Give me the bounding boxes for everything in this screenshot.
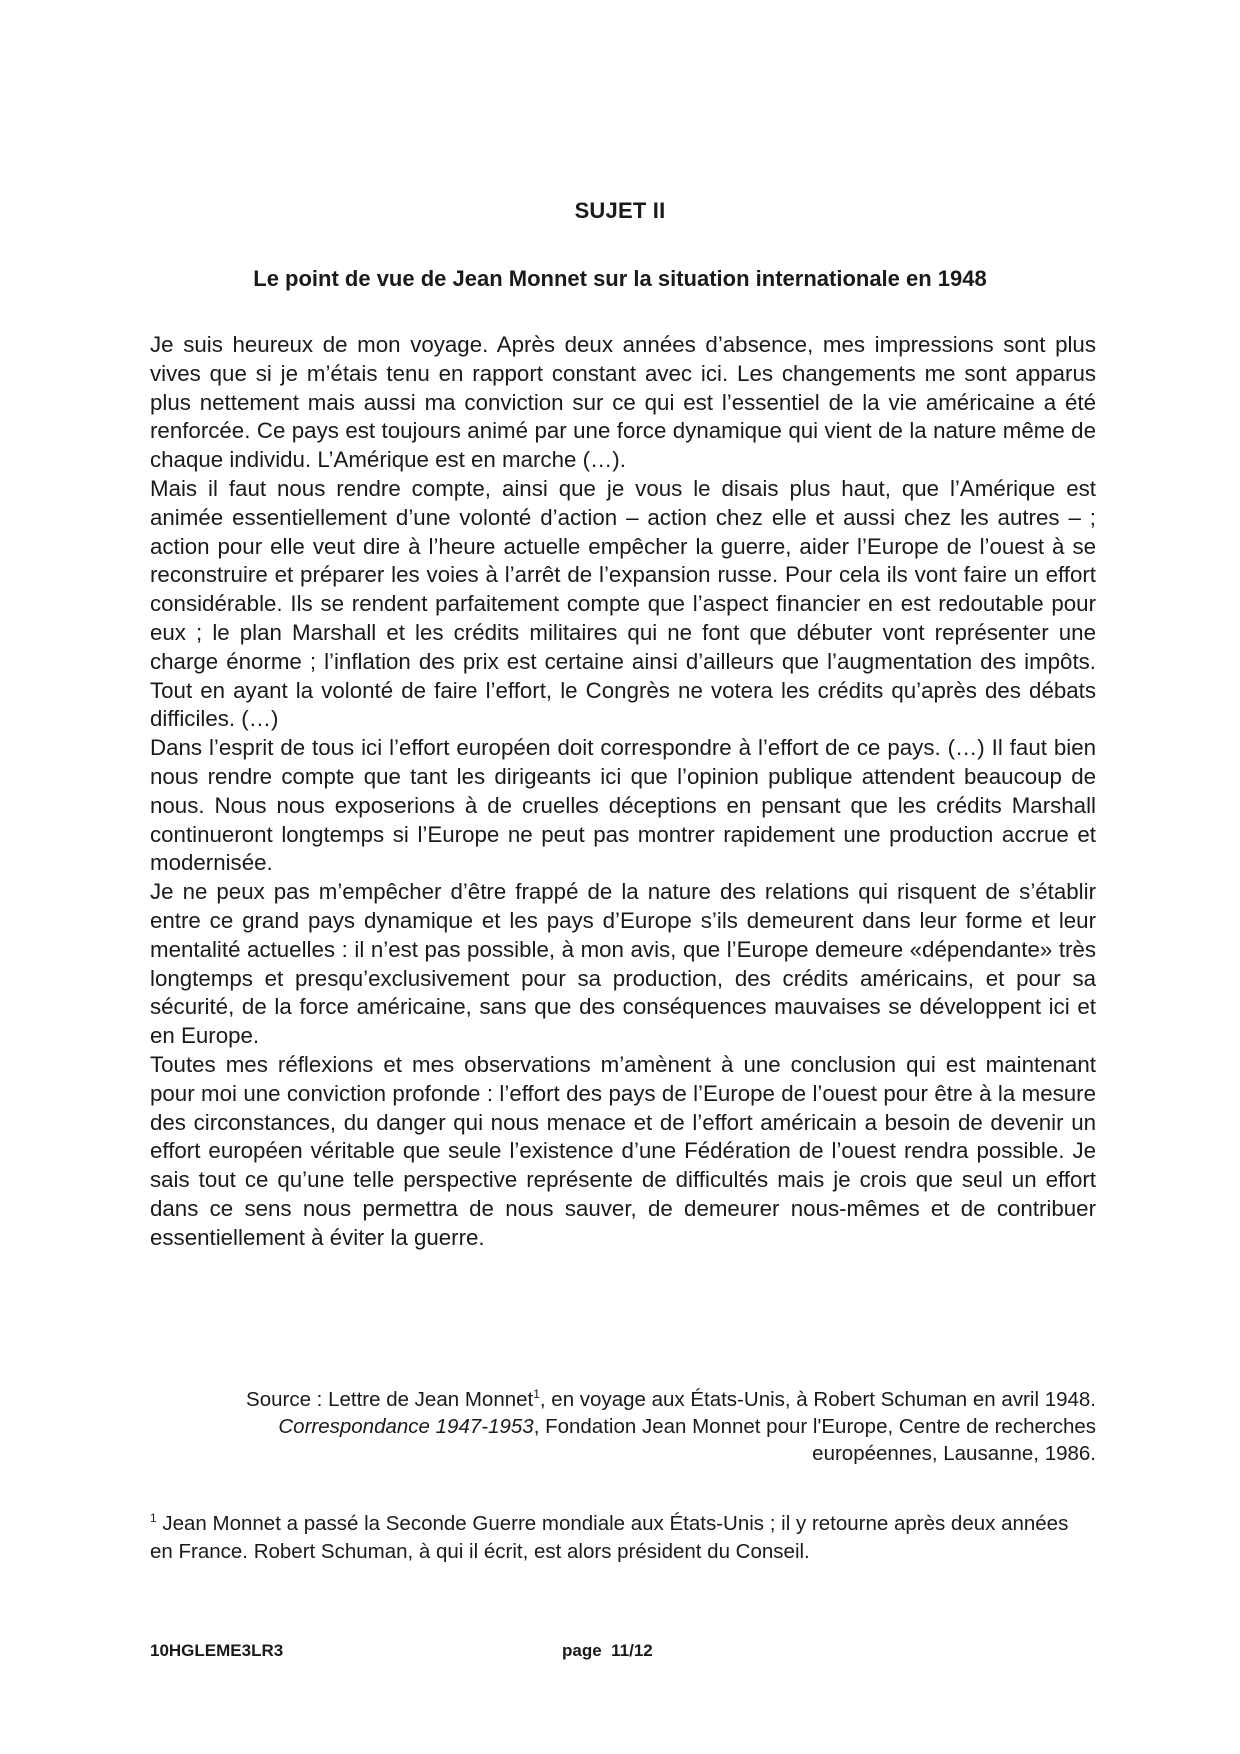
source-middle: , en voyage aux États-Unis, à Robert Schuman en avril 1948. <box>539 1388 1096 1411</box>
letter-body <box>150 331 1096 1253</box>
footnote <box>150 1510 1096 1566</box>
paragraph: Mais il faut nous rendre compte, ainsi que je vous le disais plus haut, que l’Amérique est animée essentiellement d’une volonté d’action – action chez elle et aussi chez les autres – ; action pour elle veut dire à l’heure actuelle empêcher la guerre, aider l’Europe de l’ouest à se reconstruire et préparer les voies à l’arrêt de l’expansion russe. Pour cela ils vont faire un effort considérable. Ils se rendent parfaitement compte que l’aspect financier en est redoutable pour eux ; le plan Marshall et les crédits militaires qui ne font que débuter vont représenter une charge énorme ; l’inflation des prix est certaine ainsi d’ailleurs que l’augmentation des impôts. Tout en ayant la volonté de faire l’effort, le Congrès ne votera les crédits qu’après des débats difficiles. (…) <box>150 475 1096 732</box>
exam-code: 10HGLEME3LR3 <box>150 1641 284 1660</box>
footnote-text: Jean Monnet a passé la Seconde Guerre mondiale aux États-Unis ; il y retourne après deux années en France. Robert Schuman, à qui il écrit, est alors président du Conseil. <box>150 1512 1069 1563</box>
source-prefix: Source : Lettre de Jean Monnet <box>246 1388 534 1411</box>
footnote-number: 1 <box>150 1511 157 1526</box>
page-number: page 11/12 <box>562 1641 653 1660</box>
subject-heading: SUJET II <box>574 198 666 223</box>
paragraph: Je suis heureux de mon voyage. Après deux années d’absence, mes impressions sont plus vives que si je m’étais tenu en rapport constant avec ici. Les changements me sont apparus plus nettement mais aussi ma conviction sur ce qui est l’essentiel de la vie américaine a été renforcée. Ce pays est toujours animé par une force dynamique qui vient de la nature même de chaque individu. L’Amérique est en marche (…). <box>150 332 1096 473</box>
paragraph: Dans l’esprit de tous ici l’effort européen doit correspondre à l’effort de ce pays. (…) Il faut bien nous rendre compte que tant les dirigeants ici que l’opinion publique attendent beaucoup de nous. Nous nous exposerions à de cruelles déceptions en pensant que les crédits Marshall continueront longtemps si l’Europe ne peut pas montrer rapidement une production accrue et modernisée. <box>150 735 1096 876</box>
source-citation <box>150 1386 1096 1467</box>
source-work-title: Correspondance 1947-1953 <box>278 1415 534 1438</box>
footnote-ref: 1 <box>533 1387 540 1402</box>
paragraph: Je ne peux pas m’empêcher d’être frappé de la nature des relations qui risquent de s’établir entre ce grand pays dynamique et les pays d’Europe s’ils demeurent dans leur forme et leur mentalité actuelles : il n’est pas possible, à mon avis, que l’Europe demeure «dépendante» très longtemps et presqu’exclusivement pour sa production, des crédits américains, et pour sa sécurité, de la force américaine, sans que des conséquences mauvaises se développent ici et en Europe. <box>150 879 1096 1049</box>
paragraph: Toutes mes réflexions et mes observations m’amènent à une conclusion qui est maintenant pour moi une conviction profonde : l’effort des pays de l’Europe de l’ouest pour être à la mesure des circonstances, du danger qui nous menace et de l’effort américain a besoin de devenir un effort européen véritable que seule l’existence d’une Fédération de l’ouest rendra possible. Je sais tout ce qu’une telle perspective représente de difficultés mais je crois que seul un effort dans ce sens nous permettra de nous sauver, de demeurer nous-mêmes et de contribuer essentiellement à éviter la guerre. <box>150 1051 1096 1250</box>
document-title: Le point de vue de Jean Monnet sur la situation internationale en 1948 <box>253 266 987 291</box>
source-suffix: , Fondation Jean Monnet pour l'Europe, Centre de recherches européennes, Lausanne, 1986. <box>533 1415 1096 1465</box>
